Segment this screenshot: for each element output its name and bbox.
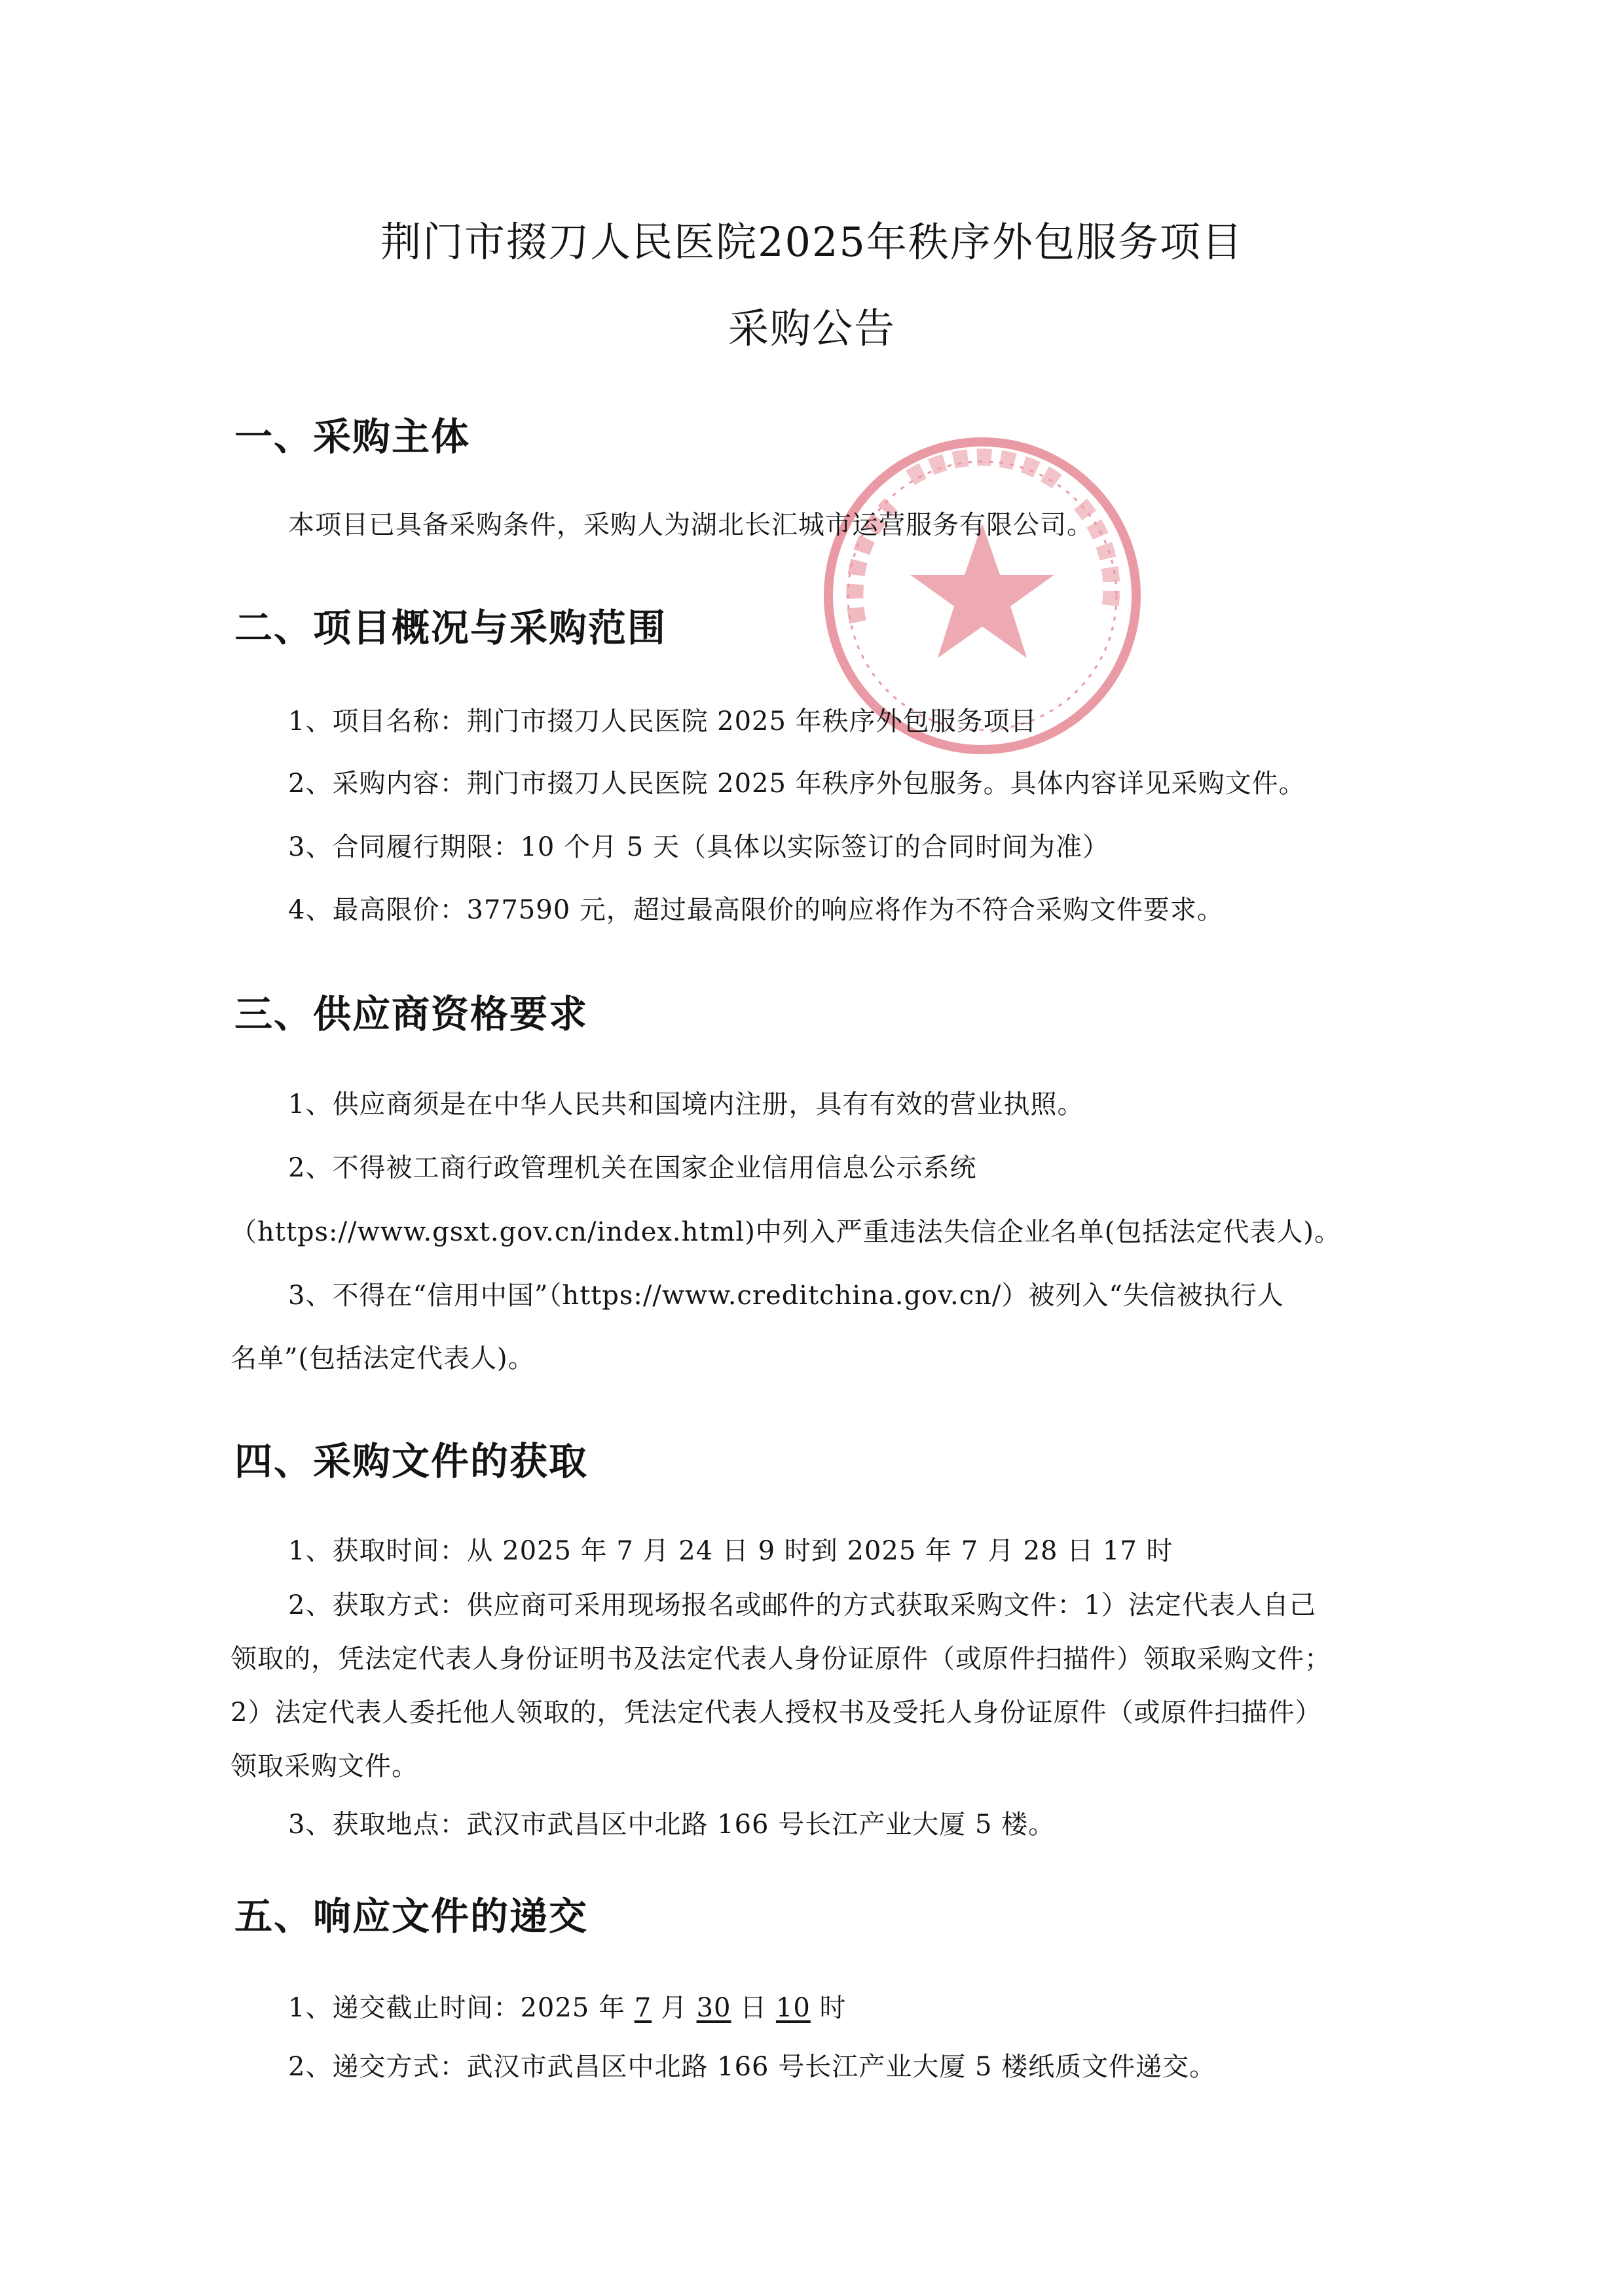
section-4-item-2: 2、获取方式：供应商可采用现场报名或邮件的方式获取采购文件：1）法定代表人自己 <box>288 1590 1316 1620</box>
section-1-paragraph: 本项目已具备采购条件，采购人为湖北长汇城市运营服务有限公司。 <box>288 510 1094 540</box>
section-2-item-2: 2、采购内容：荆门市掇刀人民医院 2025 年秩序外包服务。具体内容详见采购文件。 <box>288 769 1306 799</box>
document-title: 荆门市掇刀人民医院2025年秩序外包服务项目 <box>380 218 1244 266</box>
section-4-item-3: 3、获取地点：武汉市武昌区中北路 166 号长江产业大厦 5 楼。 <box>288 1810 1056 1840</box>
section-2-item-1: 1、项目名称：荆门市掇刀人民医院 2025 年秩序外包服务项目 <box>288 706 1037 737</box>
section-4-item-2-cont-3: 领取采购文件。 <box>231 1751 418 1781</box>
section-heading-1: 一、采购主体 <box>234 414 471 459</box>
section-3-item-2: 2、不得被工商行政管理机关在国家企业信用信息公示系统 <box>288 1153 977 1183</box>
section-4-item-2-cont-1: 领取的，凭法定代表人身份证明书及法定代表人身份证原件（或原件扫描件）领取采购文件； <box>231 1644 1331 1674</box>
document-subtitle: 采购公告 <box>728 304 896 352</box>
deadline-day-unit: 日 <box>731 1993 776 2023</box>
section-2-item-3: 3、合同履行期限：10 个月 5 天（具体以实际签订的合同时间为准） <box>288 832 1109 862</box>
section-5-item-1 <box>288 1987 847 2024</box>
section-3-item-1: 1、供应商须是在中华人民共和国境内注册，具有有效的营业执照。 <box>288 1089 1084 1120</box>
section-heading-3: 三、供应商资格要求 <box>234 992 589 1036</box>
deadline-hour-unit: 时 <box>810 1993 847 2023</box>
section-5-item-2: 2、递交方式：武汉市武昌区中北路 166 号长江产业大厦 5 楼纸质文件递交。 <box>288 2052 1217 2082</box>
deadline-month-unit: 月 <box>652 1993 697 2023</box>
section-heading-4: 四、采购文件的获取 <box>234 1439 589 1484</box>
deadline-hour: 10 <box>775 1993 811 2023</box>
section-heading-5: 五、响应文件的递交 <box>234 1894 589 1939</box>
deadline-prefix: 1、递交截止时间：2025 年 <box>288 1993 635 2023</box>
section-2-item-4: 4、最高限价：377590 元，超过最高限价的响应将作为不符合采购文件要求。 <box>288 895 1224 925</box>
section-3-item-2-cont: （https://www.gsxt.gov.cn/index.html)中列入严重违法失信企业名单(包括法定代表人)。 <box>231 1217 1342 1247</box>
section-4-item-2-cont-2: 2）法定代表人委托他人领取的，凭法定代表人授权书及受托人身份证原件（或原件扫描件） <box>231 1698 1322 1728</box>
section-3-item-3-cont: 名单”(包括法定代表人)。 <box>231 1343 535 1374</box>
deadline-month: 7 <box>634 1993 652 2023</box>
section-heading-2: 二、项目概况与采购范围 <box>234 606 667 650</box>
section-4-item-1: 1、获取时间：从 2025 年 7 月 24 日 9 时到 2025 年 7 月 28 日 17 时 <box>288 1536 1173 1566</box>
deadline-day: 30 <box>696 1993 731 2023</box>
section-3-item-3: 3、不得在“信用中国”（https://www.creditchina.gov.cn/）被列入“失信被执行人 <box>288 1281 1284 1311</box>
